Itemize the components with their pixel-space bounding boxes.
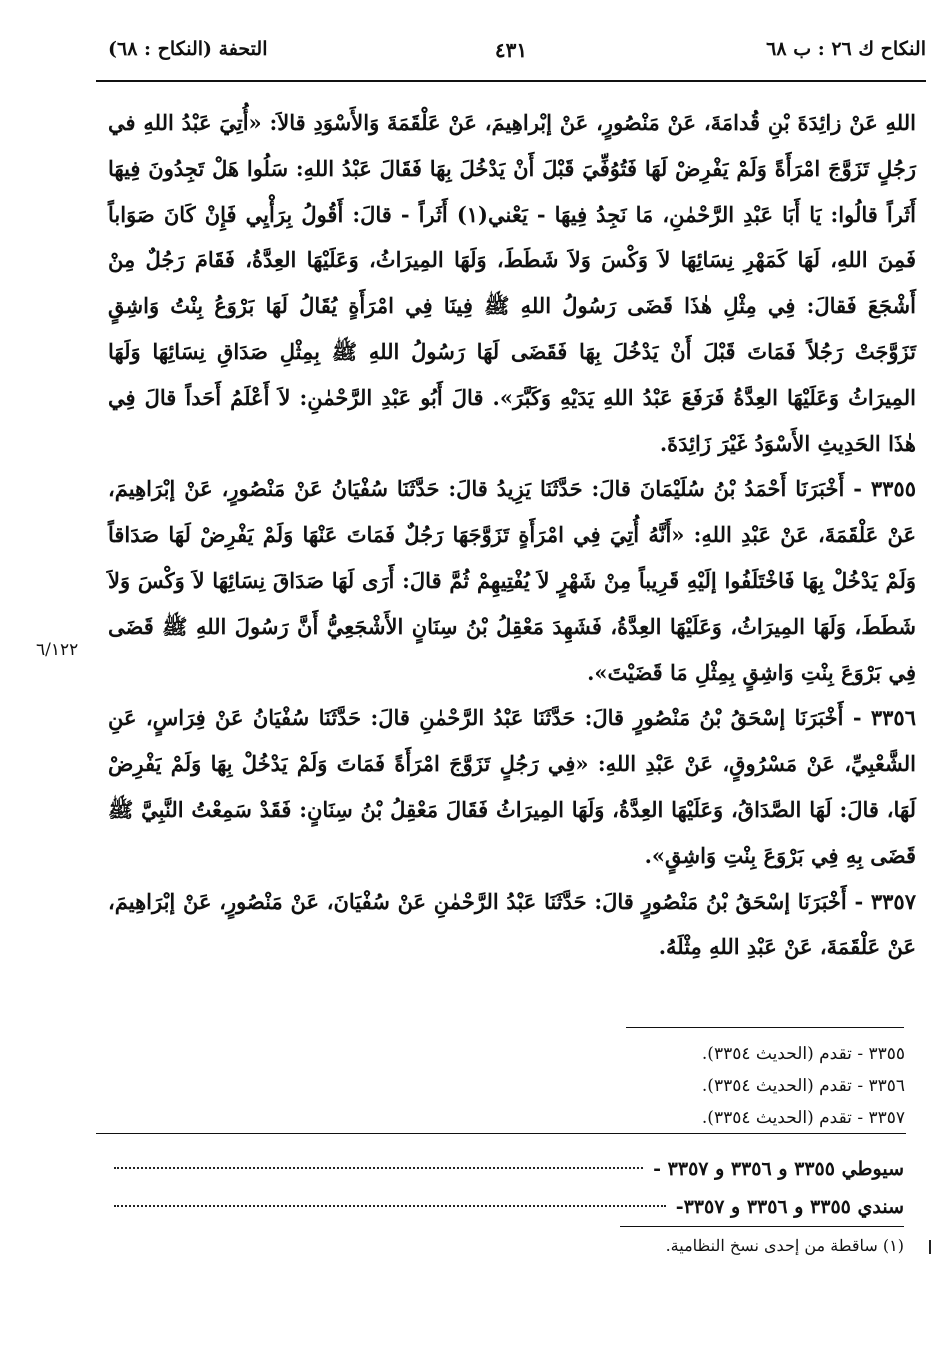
hadith-text: اللهِ عَنْ زائِدَةَ بْنِ قُدامَةَ، عَنْ مَنْصُورٍ، عَنْ إبْراهِيمَ، عَنْ عَلْقَمَةَ وَالأَسْوَدِ قالاَ: «أُتِيَ عَبْدُ اللهِ في رَجُلٍ تَزَوَّجَ امْرَأَةً وَلَمْ يَفْرِضْ لَهَا فَتُوُفِّيَ قَبْلَ أَنْ يَدْخُلَ بِهَا فَقَالَ عَبْدُ اللهِ: سَلُوا هَلْ تَجِدُونَ فِيهَا أَثَراً قالُوا: يَا أَبَا عَبْدِ الرَّحْمٰنِ، مَا نَجِدُ فِيهَا - يَعْني(١) أَثَراً - قالَ: أَقُولُ بِرَأْيِي فَإِنْ كَانَ صَوَاباً فَمِنَ اللهِ، لَهَا كَمَهْرِ نِسَائِهَا لاَ وَكْسَ وَلاَ شَطَطَ، وَلَهَا المِيرَاثُ، وَعَلَيْهَا العِدَّةُ، فَقَامَ رَجُلٌ مِنْ أَشْجَعَ فَقالَ: فِي مِثْلِ هٰذَا قَضَى رَسُولُ اللهِ ﷺ فِينَا فِي امْرَأَةٍ يُقَالُ لَهَا بَرْوَعُ بِنْتُ وَاشِقٍ تَزَوَّجَتْ رَجُلاً فَمَاتَ قَبْلَ أَنْ يَدْخُلَ بِهَا فَقَضَى لَهَا رَسُولُ اللهِ ﷺ بِمِثْلِ صَدَاقِ نِسَائِهَا وَلَهَا المِيرَاثُ وَعَلَيْهَا العِدَّةُ فَرَفَعَ عَبْدُ اللهِ يَدَيْهِ وَكَبَّرَ». قالَ أَبُو عَبْدِ الرَّحْمٰنِ: لاَ أَعْلَمُ أَحَداً قالَ فِي هٰذَا الحَدِيثِ الأَسْوَدُ غَيْرَ زَائِدَةَ.: [108, 110, 916, 456]
header-reference: التحفة (النكاح : ٦٨): [108, 38, 268, 60]
dotted-leader: [114, 1205, 666, 1207]
footnote-item: ٣٣٥٥ - تقدم (الحديث ٣٣٥٤).: [701, 1044, 905, 1064]
footnote-item: ٣٣٥٧ - تقدم (الحديث ٣٣٥٤).: [701, 1108, 905, 1128]
section-rule: [96, 1133, 906, 1134]
source-suyuti: سيوطي ٣٣٥٥ و ٣٣٥٦ و ٣٣٥٧ -: [653, 1158, 904, 1180]
page-number: ٤٣١: [494, 38, 528, 62]
main-text: [108, 100, 916, 970]
hadith-3355: ٣٣٥٥ - أَخْبَرَنَا أَحْمَدُ بْنُ سُلَيْمَانَ قالَ: حَدَّثَنَا يَزِيدُ قالَ: حَدَّثَنَا سُفْيَانُ عَنْ مَنْصُورٍ، عَنْ إبْرَاهِيمَ، عَنْ عَلْقَمَةَ، عَنْ عَبْدِ اللهِ: «أَنَّهُ أُتِيَ فِي امْرَأَةٍ تَزَوَّجَهَا رَجُلٌ فَمَاتَ عَنْهَا وَلَمْ يَفْرِضْ لَهَا صَدَاقاً وَلَمْ يَدْخُلْ بِهَا فَاخْتَلَفُوا إلَيْهِ قَرِيباً مِنْ شَهْرٍ لاَ يُفْتِيهِمْ ثُمَّ قالَ: أَرَى لَهَا صَدَاقَ نِسَائِهَا لاَ وَكْسَ وَلاَ شَطَطَ، وَلَهَا المِيرَاثُ، وَعَلَيْهَا العِدَّةُ، فَشَهِدَ مَعْقِلُ بْنُ سِنَانٍ الأَشْجَعِيُّ أَنَّ رَسُولَ اللهِ ﷺ قَضَى فِي بَرْوَعَ بِنْتِ وَاشِقٍ بِمِثْلِ مَا قَضَيْتَ».: [108, 476, 916, 685]
hadith-number: ٣٣٥٥: [870, 476, 916, 502]
textual-note: (١) ساقطة من إحدى نسخ النظامية.: [665, 1236, 904, 1255]
hadith-3356: ٣٣٥٦ - أَخْبَرَنَا إسْحَقُ بْنُ مَنْصُورٍ قالَ: حَدَّثَنَا عَبْدُ الرَّحْمٰنِ قالَ: حَدَّثَنَا سُفْيَانُ عَنْ فِرَاسٍ، عَنِ الشَّعْبِيِّ، عَنْ مَسْرُوقٍ، عَنْ عَبْدِ اللهِ: «فِي رَجُلٍ تَزَوَّجَ امْرَأَةً فَمَاتَ وَلَمْ يَدْخُلْ بِهَا وَلَمْ يَفْرِضْ لَهَا، قالَ: لَهَا الصَّدَاقُ، وَعَلَيْهَا العِدَّةُ، وَلَهَا المِيرَاثُ فَقَالَ مَعْقِلُ بْنُ سِنَانٍ: فَقَدْ سَمِعْتُ النَّبِيَّ ﷺ قَضَى بِهِ فِي بَرْوَعَ بِنْتِ وَاشِقٍ».: [108, 705, 916, 868]
edge-mark: [929, 1240, 931, 1254]
footnote-item: ٣٣٥٦ - تقدم (الحديث ٣٣٥٤).: [701, 1076, 905, 1096]
footnote-list: [400, 1038, 905, 1134]
source-line: [114, 1150, 904, 1188]
margin-reference: ٦/١٢٢: [36, 640, 79, 660]
hadith-number: ٣٣٥٧: [870, 888, 916, 914]
dotted-leader: [114, 1167, 643, 1169]
hadith-text: أَخْبَرَنَا إسْحَقُ بْنُ مَنْصُورٍ قالَ: حَدَّثَنَا عَبْدُ الرَّحْمٰنِ عَنْ سُفْيَانَ، عَنْ مَنْصُورٍ، عَنْ إبْرَاهِيمَ، عَنْ عَلْقَمَةَ، عَنْ عَبْدِ اللهِ مِثْلَهُ.: [108, 888, 916, 960]
source-line: [114, 1188, 904, 1226]
page-header: [96, 38, 926, 78]
header-chapter: النكاح ك ٢٦ : ب ٦٨: [766, 38, 926, 60]
hadith-text: أَخْبَرَنَا أَحْمَدُ بْنُ سُلَيْمَانَ قالَ: حَدَّثَنَا يَزِيدُ قالَ: حَدَّثَنَا سُفْيَانُ عَنْ مَنْصُورٍ، عَنْ إبْرَاهِيمَ، عَنْ عَلْقَمَةَ، عَنْ عَبْدِ اللهِ: «أَنَّهُ أُتِيَ فِي امْرَأَةٍ تَزَوَّجَهَا رَجُلٌ فَمَاتَ عَنْهَا وَلَمْ يَفْرِضْ لَهَا صَدَاقاً وَلَمْ يَدْخُلْ بِهَا فَاخْتَلَفُوا إلَيْهِ قَرِيباً مِنْ شَهْرٍ لاَ يُفْتِيهِمْ ثُمَّ قالَ: أَرَى لَهَا صَدَاقَ نِسَائِهَا لاَ وَكْسَ وَلاَ شَطَطَ، وَلَهَا المِيرَاثُ، وَعَلَيْهَا العِدَّةُ، فَشَهِدَ مَعْقِلُ بْنُ سِنَانٍ الأَشْجَعِيُّ أَنَّ رَسُولَ اللهِ ﷺ قَضَى فِي بَرْوَعَ بِنْتِ وَاشِقٍ بِمِثْلِ مَا قَضَيْتَ».: [108, 476, 916, 685]
note-rule: [620, 1226, 904, 1227]
source-sindi: سندي ٣٣٥٥ و ٣٣٥٦ و ٣٣٥٧-: [675, 1196, 904, 1218]
hadith-3357: ٣٣٥٧ - أَخْبَرَنَا إسْحَقُ بْنُ مَنْصُورٍ قالَ: حَدَّثَنَا عَبْدُ الرَّحْمٰنِ عَنْ سُفْيَانَ، عَنْ مَنْصُورٍ، عَنْ إبْرَاهِيمَ، عَنْ عَلْقَمَةَ، عَنْ عَبْدِ اللهِ مِثْلَهُ.: [108, 888, 916, 960]
hadith-text: أَخْبَرَنَا إسْحَقُ بْنُ مَنْصُورٍ قالَ: حَدَّثَنَا عَبْدُ الرَّحْمٰنِ قالَ: حَدَّثَنَا سُفْيَانُ عَنْ فِرَاسٍ، عَنِ الشَّعْبِيِّ، عَنْ مَسْرُوقٍ، عَنْ عَبْدِ اللهِ: «فِي رَجُلٍ تَزَوَّجَ امْرَأَةً فَمَاتَ وَلَمْ يَدْخُلْ بِهَا وَلَمْ يَفْرِضْ لَهَا، قالَ: لَهَا الصَّدَاقُ، وَعَلَيْهَا العِدَّةُ، وَلَهَا المِيرَاثُ فَقَالَ مَعْقِلُ بْنُ سِنَانٍ: فَقَدْ سَمِعْتُ النَّبِيَّ ﷺ قَضَى بِهِ فِي بَرْوَعَ بِنْتِ وَاشِقٍ».: [108, 705, 916, 868]
hadith-number: ٣٣٥٦: [870, 705, 916, 731]
footnote-rule: [626, 1027, 904, 1028]
hadith-continuation: [108, 100, 916, 466]
header-rule: [96, 80, 926, 82]
commentary-sources: [114, 1150, 904, 1226]
